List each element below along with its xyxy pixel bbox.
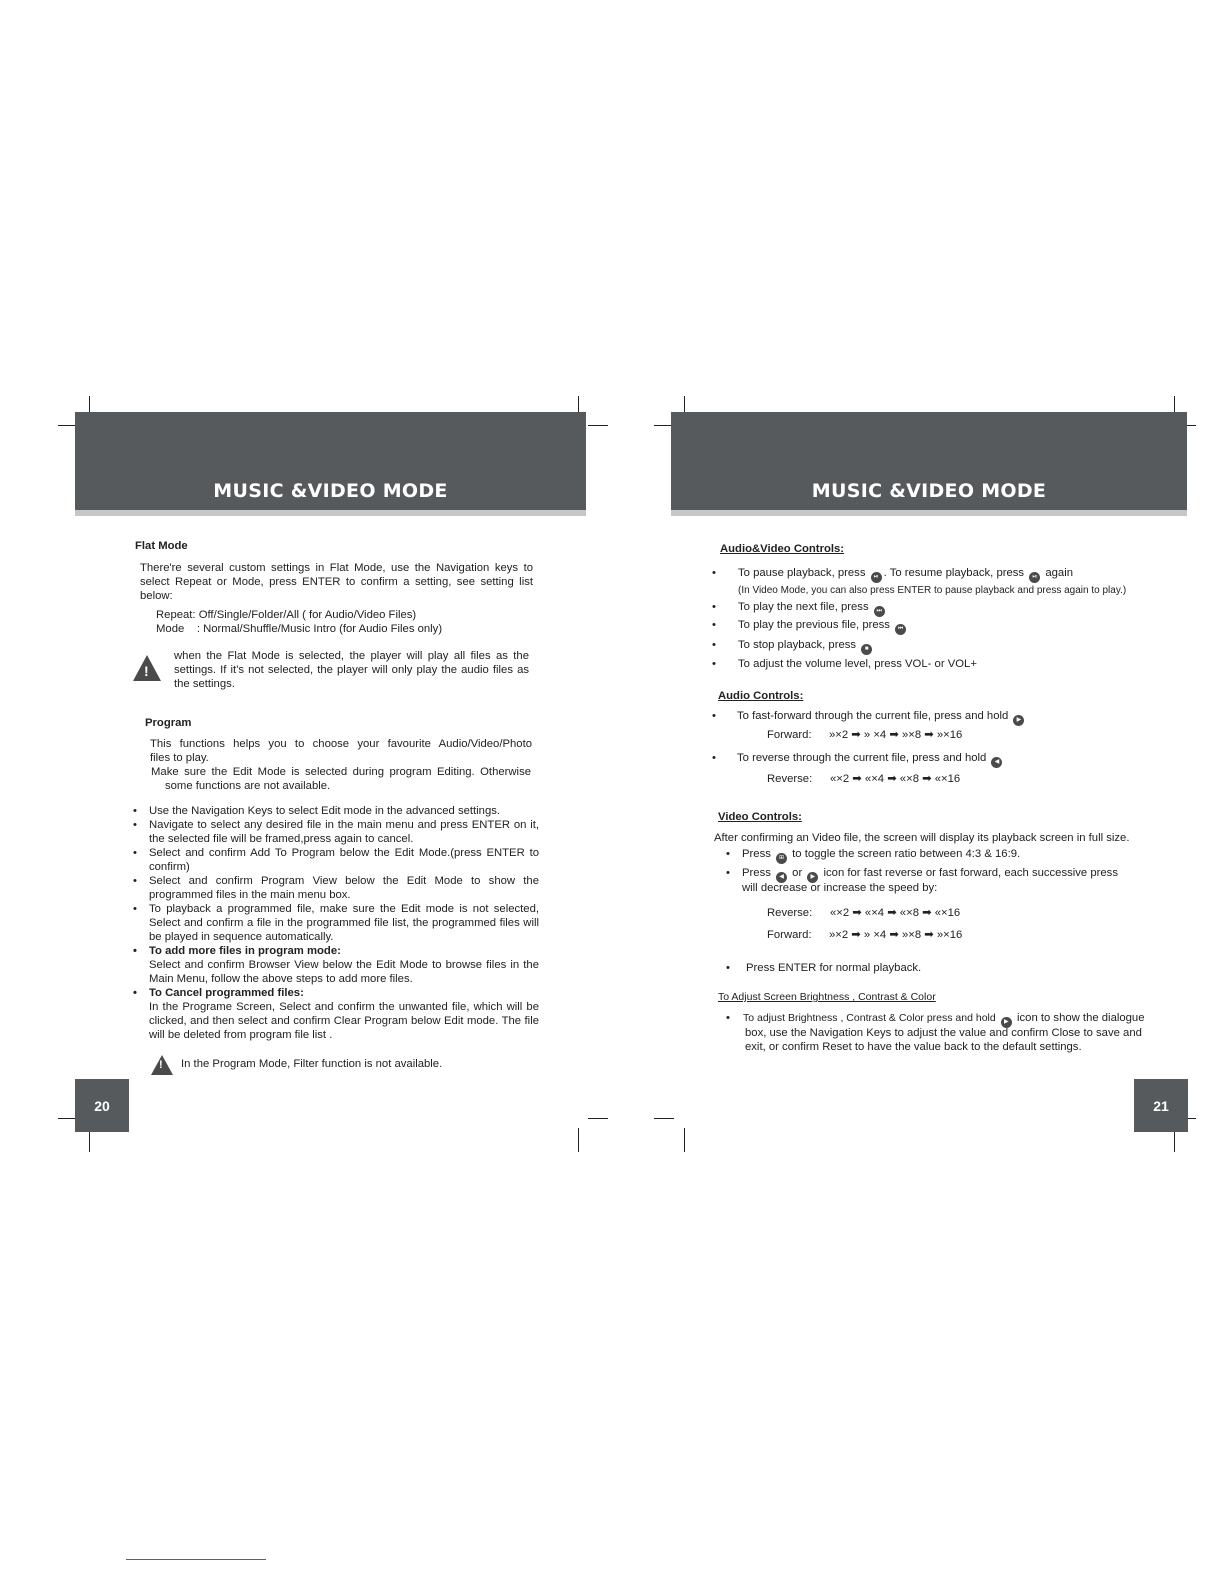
text-line: clicked, and then select and confirm Clear Program below Edit mode. The file bbox=[149, 1015, 539, 1027]
reverse-icon: ◀ bbox=[991, 757, 1002, 768]
speed-line-2: will decrease or increase the speed by: bbox=[742, 882, 938, 894]
program-intro bbox=[150, 737, 532, 765]
text-line: when the Flat Mode is selected, the player will play all files as the bbox=[174, 650, 529, 662]
repeat-setting: Repeat: Off/Single/Folder/All ( for Audio/Video Files) bbox=[156, 609, 417, 621]
text-line: To playback a programmed file, make sure the Edit mode is not selected, bbox=[149, 903, 539, 915]
list-item-text bbox=[149, 874, 539, 902]
brightness-line-3: exit, or confirm Reset to have the value back to the default settings. bbox=[745, 1041, 1082, 1053]
next-line bbox=[738, 600, 887, 617]
warning-mark: ! bbox=[159, 1059, 163, 1071]
list-item: • bbox=[133, 819, 137, 831]
reverse-sequence: «×2 ➡ «×4 ➡ «×8 ➡ «×16 bbox=[830, 773, 961, 785]
video-forward-sequence: »×2 ➡ » ×4 ➡ »×8 ➡ »×16 bbox=[829, 929, 963, 941]
prev-line bbox=[738, 618, 908, 635]
left-header-title: MUSIC &VIDEO MODE bbox=[213, 480, 448, 502]
flat-mode-note bbox=[174, 649, 529, 691]
list-item-text bbox=[149, 804, 539, 818]
text-line: In the Programe Screen, Select and confirm the unwanted file, which will be bbox=[149, 1001, 539, 1013]
text-line: will be deleted from program file list . bbox=[149, 1029, 333, 1041]
list-item: • bbox=[726, 848, 730, 860]
list-item-text bbox=[149, 902, 539, 944]
list-item-text bbox=[149, 944, 539, 986]
list-item: • bbox=[712, 619, 716, 631]
right-header-title: MUSIC &VIDEO MODE bbox=[811, 480, 1047, 502]
text: Press bbox=[742, 867, 771, 879]
text-line: Select and confirm Add To Program below the Edit Mode.(press ENTER to bbox=[149, 847, 539, 859]
text: again bbox=[1045, 567, 1074, 579]
crop-mark bbox=[588, 425, 608, 426]
crop-mark bbox=[654, 1118, 674, 1119]
pause-line bbox=[738, 566, 1073, 583]
video-controls-heading: Video Controls: bbox=[718, 811, 802, 823]
forward-label: Forward: bbox=[767, 729, 812, 741]
normal-playback-line: Press ENTER for normal playback. bbox=[746, 962, 922, 974]
list-item: • bbox=[712, 567, 716, 579]
audio-controls-heading: Audio Controls: bbox=[718, 690, 804, 702]
text-line: the selected file will be framed,press again to cancel. bbox=[149, 833, 414, 845]
pause-note: (In Video Mode, you can also press ENTER to pause playback and press again to play.) bbox=[738, 585, 1127, 596]
list-item: • bbox=[712, 658, 716, 670]
text-line: files to play. bbox=[150, 752, 209, 764]
text: To adjust Brightness , Contrast & Color press and hold bbox=[743, 1012, 996, 1024]
reverse-label: Reverse: bbox=[767, 773, 813, 785]
crop-mark bbox=[684, 1128, 685, 1152]
text-line: Select and confirm a file in the programmed file list, the programmed files will bbox=[149, 917, 539, 929]
stop-line bbox=[738, 638, 874, 655]
stop-icon: ■ bbox=[861, 644, 872, 655]
brightness-line-2: box, use the Navigation Keys to adjust the value and confirm Close to save and bbox=[745, 1027, 1142, 1039]
list-item: • bbox=[726, 962, 730, 974]
list-item: • bbox=[712, 601, 716, 613]
next-icon: ⏭ bbox=[874, 606, 885, 617]
text: To fast-forward through the current file, press and hold bbox=[737, 710, 1009, 722]
volume-line: To adjust the volume level, press VOL- or VOL+ bbox=[738, 658, 977, 670]
forward-icon: ▶ bbox=[807, 872, 818, 883]
mode-setting: Mode : Normal/Shuffle/Music Intro (for Audio Files only) bbox=[156, 623, 443, 635]
video-reverse-sequence: «×2 ➡ «×4 ➡ «×8 ➡ «×16 bbox=[830, 907, 961, 919]
text-line: There're several custom settings in Flat Mode, use the Navigation keys to bbox=[140, 562, 533, 574]
list-item: • bbox=[133, 805, 137, 817]
fast-forward-line bbox=[737, 709, 1026, 726]
previous-icon: ⏮ bbox=[895, 624, 906, 635]
text: To play the next file, press bbox=[738, 601, 869, 613]
list-item: • bbox=[712, 710, 716, 722]
text-line: Select and confirm Browser View below the Edit Mode to browse files in the bbox=[149, 959, 539, 971]
add-more-heading: To add more files in program mode: bbox=[149, 945, 341, 957]
crop-mark bbox=[588, 1118, 608, 1119]
list-item-text bbox=[149, 846, 539, 874]
cancel-heading: To Cancel programmed files: bbox=[149, 987, 304, 999]
brightness-heading: To Adjust Screen Brightness , Contrast & Color bbox=[718, 991, 936, 1003]
text: To stop playback, press bbox=[738, 639, 857, 651]
text-line: some functions are not available. bbox=[165, 780, 331, 792]
text-line: Navigate to select any desired file in the main menu and press ENTER on it, bbox=[149, 819, 539, 831]
program-heading: Program bbox=[145, 717, 192, 729]
forward-icon: ▶ bbox=[1001, 1017, 1012, 1028]
list-item: • bbox=[133, 987, 137, 999]
text-line: This functions helps you to choose your favourite Audio/Video/Photo bbox=[150, 738, 532, 750]
av-controls-heading: Audio&Video Controls: bbox=[720, 543, 845, 555]
left-header-banner bbox=[75, 412, 586, 516]
text: . To resume playback, press bbox=[883, 567, 1025, 579]
text-line: Main Menu, follow the above steps to add more files. bbox=[149, 973, 413, 985]
text-line: the settings. bbox=[174, 678, 235, 690]
page-number: 21 bbox=[1134, 1079, 1188, 1132]
program-note: In the Program Mode, Filter function is not available. bbox=[181, 1058, 443, 1070]
text-line: Make sure the Edit Mode is selected during program Editing. Otherwise bbox=[151, 766, 531, 778]
program-intro-2 bbox=[151, 765, 531, 793]
list-item: • bbox=[726, 867, 730, 879]
list-item: • bbox=[133, 875, 137, 887]
list-item: • bbox=[133, 903, 137, 915]
flat-mode-intro bbox=[140, 561, 533, 603]
text-line: Select and confirm Program View below the Edit Mode to show the bbox=[149, 875, 539, 887]
list-item: • bbox=[133, 847, 137, 859]
list-item-text bbox=[149, 986, 539, 1042]
forward-icon: ▶ bbox=[1013, 715, 1024, 726]
list-item: • bbox=[712, 752, 716, 764]
pause-icon: ⏯ bbox=[1029, 572, 1040, 583]
text: icon to show the dialogue bbox=[1017, 1012, 1145, 1024]
reverse-icon: ◀ bbox=[776, 872, 787, 883]
text-line: programmed files in the main menu box. bbox=[149, 889, 351, 901]
list-item: • bbox=[712, 639, 716, 651]
text: icon for fast reverse or fast forward, each successive press bbox=[823, 867, 1118, 879]
reverse-line bbox=[737, 751, 1004, 768]
text: To play the previous file, press bbox=[738, 619, 890, 631]
page-number: 20 bbox=[75, 1079, 129, 1132]
text: to toggle the screen ratio between 4:3 & 16:9. bbox=[792, 848, 1021, 860]
crop-mark bbox=[578, 1128, 579, 1152]
text: or bbox=[792, 867, 803, 879]
pause-icon: ⏯ bbox=[871, 572, 882, 583]
text-line: be played in sequence automatically. bbox=[149, 931, 334, 943]
list-item: • bbox=[726, 1012, 730, 1024]
right-header-banner bbox=[671, 412, 1187, 516]
warning-mark: ! bbox=[144, 663, 149, 679]
text: To pause playback, press bbox=[738, 567, 866, 579]
list-item: • bbox=[133, 945, 137, 957]
footer-rule bbox=[126, 1559, 266, 1560]
ratio-icon: ⊞ bbox=[776, 853, 787, 864]
text-line: settings. If it's not selected, the player will only play the audio files as bbox=[174, 664, 529, 676]
forward-sequence: »×2 ➡ » ×4 ➡ »×8 ➡ »×16 bbox=[829, 729, 963, 741]
text-line: Use the Navigation Keys to select Edit mode in the advanced settings. bbox=[149, 805, 501, 817]
text: Press bbox=[742, 848, 771, 860]
text: To reverse through the current file, press and hold bbox=[737, 752, 987, 764]
video-forward-label: Forward: bbox=[767, 929, 812, 941]
text-line: select Repeat or Mode, press ENTER to confirm a setting, see setting list bbox=[140, 576, 533, 588]
text-line: confirm) bbox=[149, 861, 190, 873]
flat-mode-heading: Flat Mode bbox=[135, 540, 188, 552]
list-item-text bbox=[149, 818, 539, 846]
video-reverse-label: Reverse: bbox=[767, 907, 813, 919]
text-line: below: bbox=[140, 590, 173, 602]
video-intro: After confirming an Video file, the screen will display its playback screen in full size. bbox=[714, 832, 1130, 844]
ratio-line bbox=[742, 847, 1020, 864]
